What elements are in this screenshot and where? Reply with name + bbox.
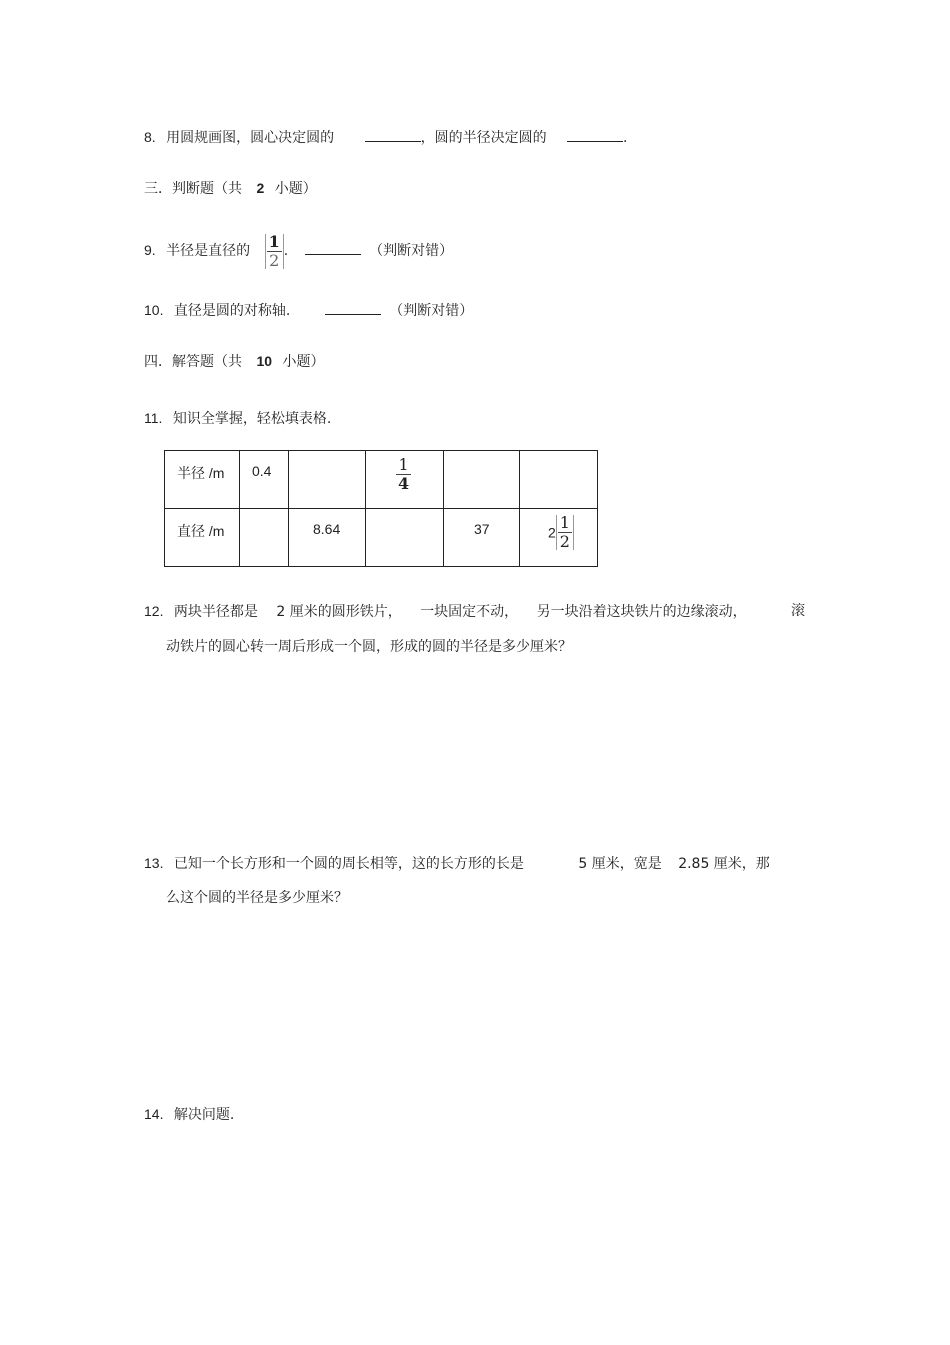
question-text: 解决问题. — [173, 1107, 235, 1123]
section-prefix: 四．解答题（共 — [144, 354, 242, 370]
table-cell[interactable] — [444, 451, 520, 509]
table-cell[interactable] — [366, 509, 444, 567]
section-count: 10 — [256, 353, 273, 369]
answer-blank[interactable] — [305, 242, 361, 255]
question-text: 2 厘米的圆形铁片， — [276, 604, 402, 620]
fraction — [265, 231, 284, 270]
question-end: . — [623, 130, 628, 146]
table-row — [165, 509, 598, 567]
question-text: ，圆的半径决定圆的 — [420, 130, 547, 146]
section-heading — [144, 351, 324, 372]
table-cell — [520, 509, 598, 567]
section-count: 2 — [256, 180, 265, 196]
question-text: 么这个圆的半径是多少厘米？ — [166, 890, 348, 906]
question-14 — [144, 1104, 234, 1125]
question-number: 8. — [144, 129, 156, 145]
question-9 — [144, 230, 453, 271]
answer-blank[interactable] — [325, 302, 381, 315]
fraction — [396, 457, 411, 492]
mixed-whole: 2 — [548, 524, 556, 541]
question-number: 10. — [144, 302, 164, 318]
judge-hint: （判断对错） — [389, 303, 474, 319]
question-text: 2.85 厘米，那 — [678, 856, 770, 872]
fraction-numerator: 1 — [559, 513, 570, 532]
answer-blank[interactable] — [567, 129, 623, 142]
table-row — [165, 451, 598, 509]
table-cell: 0.4 — [240, 451, 289, 509]
section-prefix: 三．判断题（共 — [144, 181, 242, 197]
question-text: 5 厘米，宽是 — [578, 856, 662, 872]
question-end: . — [283, 243, 289, 259]
fraction — [556, 515, 574, 550]
question-10 — [144, 300, 473, 321]
question-text: 半径是直径的 — [166, 243, 251, 259]
question-text: 两块半径都是 — [173, 604, 258, 620]
question-11 — [144, 408, 331, 429]
section-heading — [144, 178, 317, 199]
question-text: 已知一个长方形和一个圆的周长相等，这的长方形的长是 — [173, 856, 524, 872]
question-text: 滚 — [791, 603, 805, 619]
question-text: 用圆规画图，圆心决定圆的 — [166, 130, 335, 146]
table-cell[interactable] — [289, 451, 366, 509]
fraction-numerator: 1 — [398, 455, 409, 474]
table-cell[interactable] — [520, 451, 598, 509]
row-label: 直径 /m — [165, 509, 240, 567]
section-suffix: 小题） — [282, 354, 325, 370]
question-text: 另一块沿着这块铁片的边缘滚动， — [536, 604, 747, 620]
fraction-denominator: 2 — [269, 250, 280, 270]
question-number: 9. — [144, 242, 156, 258]
judge-hint: （判断对错） — [369, 243, 454, 259]
table-cell: 37 — [444, 509, 520, 567]
question-text: 动铁片的圆心转一周后形成一个圆，形成的圆的半径是多少厘米？ — [166, 639, 572, 655]
answer-blank[interactable] — [365, 129, 421, 142]
row-label: 半径 /m — [165, 451, 240, 509]
fill-table — [164, 450, 598, 567]
question-number: 14. — [144, 1106, 164, 1122]
question-text: 直径是圆的对称轴. — [173, 303, 291, 319]
question-text: 知识全掌握，轻松填表格. — [172, 411, 332, 427]
question-12 — [144, 601, 747, 622]
question-text: 一块固定不动， — [420, 604, 519, 620]
question-8 — [144, 127, 628, 148]
question-13 — [144, 853, 770, 874]
question-number: 11. — [144, 410, 163, 426]
fraction-numerator: 1 — [268, 231, 280, 251]
question-number: 12. — [144, 603, 164, 619]
section-suffix: 小题） — [274, 181, 317, 197]
table-cell[interactable] — [240, 509, 289, 567]
fraction-denominator: 4 — [398, 474, 410, 493]
table-cell — [366, 451, 444, 509]
table-cell: 8.64 — [289, 509, 366, 567]
question-number: 13. — [144, 855, 164, 871]
fraction-denominator: 2 — [559, 532, 570, 551]
